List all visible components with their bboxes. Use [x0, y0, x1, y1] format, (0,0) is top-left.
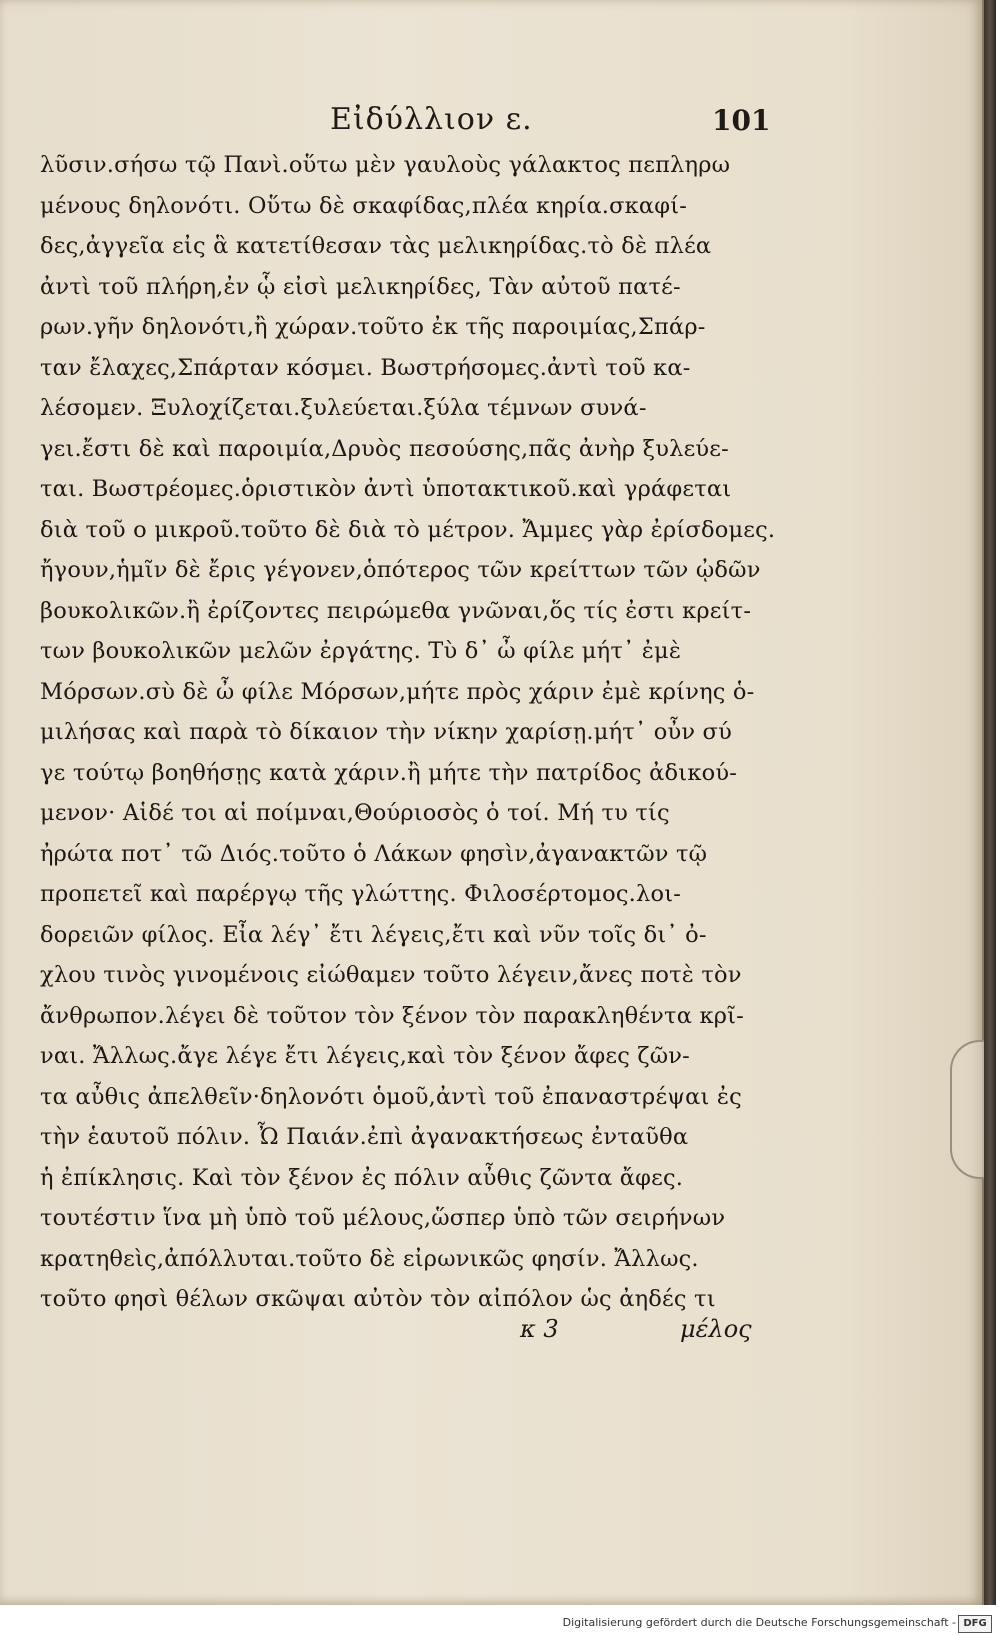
text-line: μένους δηλονότι. Οὕτω δὲ σκαφίδας,πλέα κηρία.σκαφί- [40, 192, 688, 219]
text-line: ταν ἔλαχες,Σπάρταν κόσμει. Βωστρήσομες.ἀντὶ τοῦ κα- [40, 354, 691, 381]
text-line: λῦσιν.σήσω τῷ Πανὶ.οὕτω μὲν γαυλοὺς γάλακτος πεπληρω [40, 152, 731, 178]
text-line: διὰ τοῦ ο μικροῦ.τοῦτο δὲ διὰ τὸ μέτρον. Ἄμμες γὰρ ἐρίσδομες. [40, 516, 776, 543]
text-line: μιλήσας καὶ παρὰ τὸ δίκαιον τὴν νίκην χαρίσῃ.μήτ᾽ οὖν σύ [40, 719, 732, 745]
text-line: Μόρσων.σὺ δὲ ὦ φίλε Μόρσων,μήτε πρὸς χάριν ἐμὲ κρίνης ὁ- [40, 678, 755, 705]
text-line: ναι. Ἄλλως.ἄγε λέγε ἔτι λέγεις,καὶ τὸν ξένον ἄφες ζῶν- [40, 1043, 690, 1069]
text-line: ἀντὶ τοῦ πλήρη,ἐν ᾧ εἰσὶ μελικηρίδες, Τὰν αὐτοῦ πατέ- [40, 273, 681, 300]
text-line: δες,ἀγγεῖα εἰς ἃ κατετίθεσαν τὰς μελικηρίδας.τὸ δὲ πλέα [40, 233, 712, 259]
text-line: λέσομεν. Ξυλοχίζεται.ξυλεύεται.ξύλα τέμνων συνά- [40, 395, 647, 421]
text-line: γει.ἔστι δὲ καὶ παροιμία,Δρυὸς πεσούσης,πᾶς ἀνὴρ ξυλεύε- [40, 435, 729, 462]
text-line: ἡ ἐπίκλησις. Καὶ τὸν ξένον ἐς πόλιν αὖθις ζῶντα ἄφες. [40, 1164, 684, 1191]
running-head [0, 102, 982, 142]
dfg-logo: DFG [958, 1615, 992, 1633]
page-number: 101 [712, 104, 771, 137]
text-line: ἤγουν,ἡμῖν δὲ ἔρις γέγονεν,ὁπότερος τῶν κρείττων τῶν ᾠδῶν [40, 557, 761, 583]
text-line: τὴν ἑαυτοῦ πόλιν. Ὦ Παιάν.ἐπὶ ἀγανακτήσεως ἐνταῦθα [40, 1124, 689, 1150]
text-line: προπετεῖ καὶ παρέργῳ τῆς γλώττης. Φιλοσέρτομος.λοι- [40, 881, 682, 907]
text-line: χλου τινὸς γινομένοις εἰώθαμεν τοῦτο λέγειν,ἄνες ποτὲ τὸν [40, 962, 742, 988]
page-edge [984, 0, 996, 1605]
text-line: τουτέστιν ἵνα μὴ ὑπὸ τοῦ μέλους,ὥσπερ ὑπὸ τῶν σειρήνων [40, 1205, 726, 1231]
text-line: δορειῶν φίλος. Εἶα λέγ᾽ ἔτι λέγεις,ἔτι καὶ νῦν τοῖς δι᾽ ὀ- [40, 921, 707, 948]
text-line: ται. Βωστρέομες.ὁριστικὸν ἀντὶ ὑποτακτικοῦ.καὶ γράφεται [40, 476, 732, 502]
footer-bar [0, 1612, 1000, 1637]
text-line: ἠρώτα ποτ᾽ τῶ Διός.τοῦτο ὁ Λάκων φησὶν,ἀγανακτῶν τῷ [40, 840, 708, 867]
signature-line [0, 1315, 982, 1351]
text-line: βουκολικῶν.ἢ ἐρίζοντες πειρώμεθα γνῶναι,ὅς τίς ἐστι κρείτ- [40, 597, 752, 624]
catchword: μέλος [680, 1315, 752, 1343]
body-text [40, 145, 776, 1320]
funding-credit: Digitalisierung gefördert durch die Deutsche Forschungsgemeinschaft - [562, 1616, 956, 1629]
text-line: ρων.γῆν δηλονότι,ἢ χώραν.τοῦτο ἐκ τῆς παροιμίας,Σπάρ- [40, 314, 706, 340]
text-line: των βουκολικῶν μελῶν ἐργάτης. Τὺ δ᾽ ὦ φίλε μήτ᾽ ἐμὲ [40, 638, 682, 664]
text-line: μενον· Αἱδέ τοι αἱ ποίμναι,Θούριοσὸς ὁ τοί. Μή τυ τίς [40, 800, 670, 826]
text-line: γε τούτῳ βοηθήσῃς κατὰ χάριν.ἢ μήτε τὴν πατρίδος ἀδικού- [40, 759, 738, 786]
text-line: τοῦτο φησὶ θέλων σκῶψαι αὐτὸν τὸν αἰπόλον ὡς ἀηδές τι [40, 1286, 716, 1312]
text-line: ἄνθρωπον.λέγει δὲ τοῦτον τὸν ξένον τὸν παρακληθέντα κρῖ- [40, 1002, 744, 1029]
bookmark-tab [950, 1040, 988, 1179]
running-title: Εἰδύλλιον ε. [330, 102, 533, 137]
text-line: τα αὖθις ἀπελθεῖν·δηλονότι ὁμοῦ,ἀντὶ τοῦ ἐπαναστρέψαι ἐς [40, 1083, 742, 1110]
signature-mark: κ 3 [520, 1315, 559, 1343]
text-line: κρατηθεὶς,ἀπόλλυται.τοῦτο δὲ εἰρωνικῶς φησίν. Ἄλλως. [40, 1245, 699, 1272]
